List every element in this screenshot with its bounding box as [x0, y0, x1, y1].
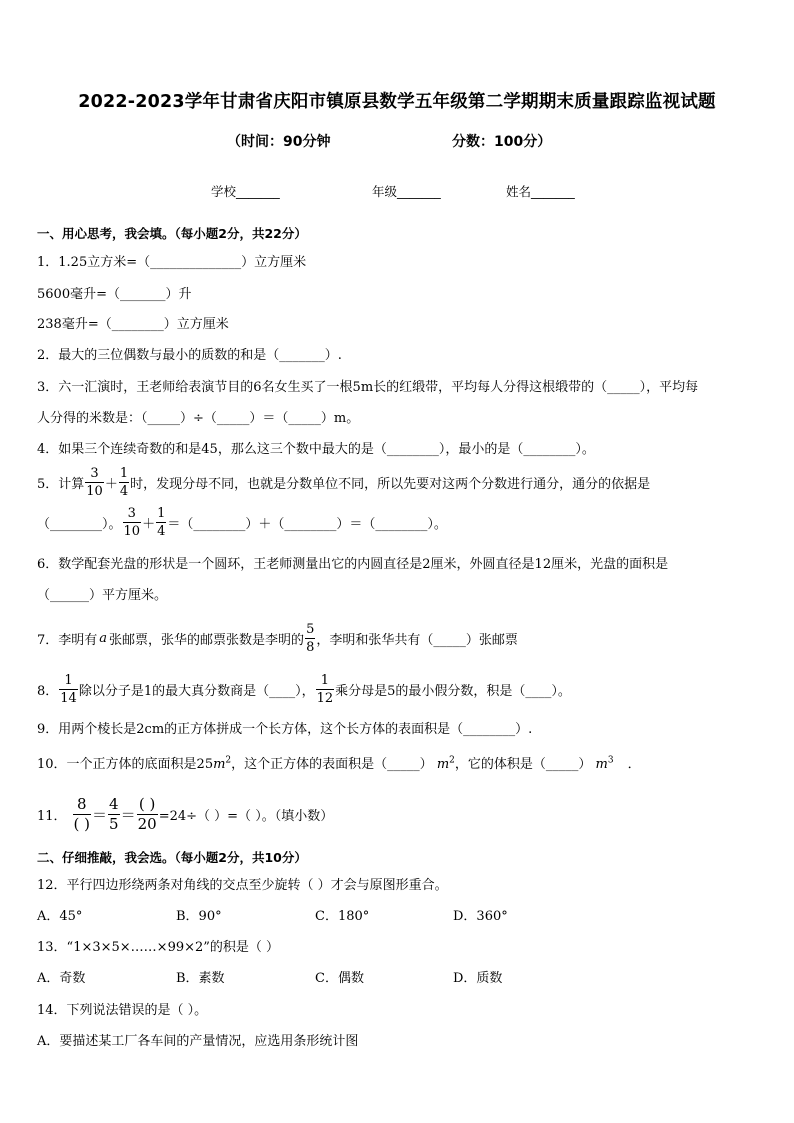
fraction-blank-20: $\frac{( )}{20}$ [137, 794, 157, 833]
fraction-3-10: $\frac{3}{10}$ [86, 465, 103, 499]
q12-option-b: B．90° [176, 909, 222, 924]
section1-heading: 一、用心思考，我会填。（每小题2分，共22分） [37, 226, 307, 241]
question-3a: 3．六一汇演时，王老师给表演节目的6名女生买了一根5m长的红缎带，平均每人分得这根缎带的（_____），平均每 [37, 380, 699, 395]
q7-prefix: 7．李明有 [37, 632, 98, 648]
fraction-1-4: $\frac{1}{4}$ [119, 465, 129, 499]
q12-option-d: D．360° [453, 909, 508, 924]
question-3b: 人分得的米数是：（_____）÷（_____）＝（_____）m。 [37, 411, 360, 426]
plus-sign: ＋ [142, 516, 156, 532]
q5-prefix: 5．计算 [37, 476, 85, 492]
q8-suffix: 乘分母是5的最小假分数，积是（____）。 [335, 683, 571, 699]
question-8 [37, 669, 571, 709]
exp-3: 3 [607, 755, 614, 766]
fraction-1-4: $\frac{1}{4}$ [157, 505, 166, 539]
question-2: 2．最大的三位偶数与最小的质数的和是（_______）. [37, 348, 342, 363]
q12-option-c: C．180° [315, 909, 370, 924]
fraction-1-14: $\frac{1}{14}$ [60, 672, 77, 706]
q13-option-c: C．偶数 [315, 971, 364, 986]
q7-suffix: ，李明和张华共有（_____）张邮票 [316, 632, 518, 648]
question-7 [37, 618, 518, 658]
q10-text2: ，它的体积是（_____） [454, 757, 592, 772]
unit-m: m [436, 757, 450, 772]
equals-sign: ＝ [120, 805, 136, 824]
exam-score: 分数：100分） [452, 134, 552, 150]
plus-sign: ＋ [104, 476, 118, 492]
equals-sign: ＝ [92, 805, 108, 824]
unit-m: m [595, 757, 608, 772]
q7-text: 张邮票，张华的邮票张数是李明的 [109, 632, 305, 648]
q10-text: ，这个正方体的表面积是（_____） [231, 757, 433, 772]
fraction-3-10: $\frac{3}{10}$ [123, 505, 141, 539]
q5b-text: ＝（________）＋（________）＝（________）。 [167, 516, 447, 532]
q14-option-a: A．要描述某工厂各车间的产量情况，应选用条形统计图 [37, 1034, 359, 1049]
question-10 [37, 753, 641, 772]
question-1b: 5600毫升=（_______）升 [37, 287, 192, 302]
name-field[interactable]: 姓名_______ [506, 184, 575, 199]
question-13: 13．“1×3×5×……×99×2”的积是（ ） [37, 940, 280, 955]
q8-prefix: 8． [37, 683, 59, 699]
question-6a: 6．数学配套光盘的形状是一个圆环，王老师测量出它的内圆直径是2厘米，外圆直径是12厘米，光盘的面积是 [37, 557, 669, 572]
question-5a [37, 462, 650, 502]
q12-option-a: A．45° [37, 909, 83, 924]
unit-m: m [213, 757, 226, 772]
q13-option-d: D．质数 [453, 971, 503, 986]
fraction-5-8: $\frac{5}{8}$ [306, 621, 315, 655]
grade-field[interactable]: 年级_______ [372, 184, 441, 199]
page-title: 2022-2023学年甘肃省庆阳市镇原县数学五年级第二学期期末质量跟踪监视试题 [78, 92, 716, 112]
q8-text: 除以分子是1的最大真分数商是（____）， [78, 683, 315, 699]
fraction-4-5: $\frac{4}{5}$ [109, 794, 119, 833]
q5-text: 时，发现分母不同，也就是分数单位不同，所以先要对这两个分数进行通分，通分的依据是 [130, 476, 651, 492]
q13-option-a: A．奇数 [37, 971, 86, 986]
q5b-prefix: （________）。 [37, 516, 122, 532]
exam-time: （时间：90分钟 [227, 134, 331, 150]
exp-2: 2 [449, 755, 455, 766]
fraction-1-12: $\frac{1}{12}$ [316, 672, 334, 706]
q10-prefix: 10．一个正方体的底面积是25 [37, 757, 214, 772]
question-12: 12．平行四边形绕两条对角线的交点至少旋转（ ）才会与原图形重合。 [37, 878, 448, 893]
school-field[interactable]: 学校_______ [211, 184, 280, 199]
q13-option-b: B．素数 [176, 971, 225, 986]
question-6b: （______）平方厘米。 [37, 588, 168, 603]
question-1a: 1．1.25立方米=（______________）立方厘米 [37, 255, 307, 270]
variable-a: a [99, 630, 108, 646]
q10-suffix: ． [627, 757, 641, 772]
q11-prefix: 11． [37, 808, 67, 824]
q11-suffix: =24÷（ ）=（ ）。（填小数） [158, 808, 334, 824]
question-11 [37, 792, 333, 836]
question-9: 9．用两个棱长是2cm的正方体拼成一个长方体，这个长方体的表面积是（________）. [37, 722, 533, 737]
fraction-8-blank: $\frac{8}{( )}$ [73, 794, 91, 833]
question-1c: 238毫升=（________）立方厘米 [37, 317, 229, 332]
section2-heading: 二、仔细推敲，我会选。（每小题2分，共10分） [37, 850, 307, 865]
question-4: 4．如果三个连续奇数的和是45，那么这三个数中最大的是（________），最小的是（________）。 [37, 442, 595, 457]
question-5b [37, 502, 447, 542]
exp-2: 2 [225, 755, 232, 766]
question-14: 14．下列说法错误的是（ ）。 [37, 1003, 208, 1018]
